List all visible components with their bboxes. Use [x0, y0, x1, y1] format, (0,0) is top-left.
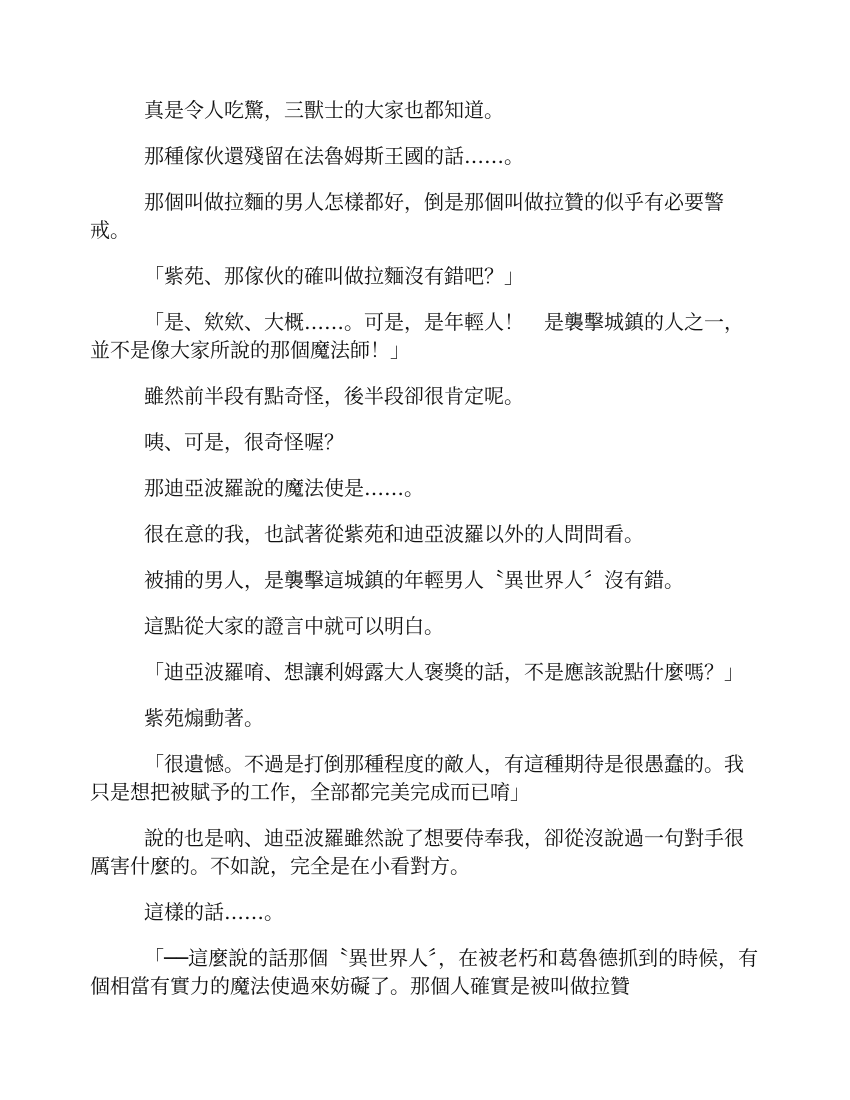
paragraph: 咦、可是，很奇怪喔？: [144, 430, 344, 454]
paragraph: 雖然前半段有點奇怪，後半段卻很肯定呢。: [144, 384, 524, 408]
paragraph: 說的也是吶、迪亞波羅雖然說了想要侍奉我，卻從沒說過一句對手很厲害什麼的。不如說，完全是在小看對方。: [90, 826, 744, 878]
paragraph: 「紫苑、那傢伙的確叫做拉麵沒有錯吧？」: [144, 264, 524, 288]
paragraph: 真是令人吃驚，三獸士的大家也都知道。: [144, 98, 504, 122]
paragraph: 「是、欸欸、大概……。可是，是年輕人！ 是襲擊城鎮的人之一，並不是像大家所說的那個魔法師！」: [90, 310, 744, 362]
paragraph: 「迪亞波羅唷、想讓利姆露大人褒獎的話，不是應該說點什麼嗎？」: [144, 660, 744, 684]
paragraph: 那種傢伙還殘留在法魯姆斯王國的話……。: [144, 144, 524, 168]
paragraph: 紫苑煽動著。: [144, 706, 264, 730]
document-body: [90, 96, 762, 1018]
paragraph: 「很遺憾。不過是打倒那種程度的敵人，有這種期待是很愚蠢的。我只是想把被賦予的工作，全部都完美完成而已唷」: [90, 752, 744, 804]
paragraph: 「──這麼說的話那個〝異世界人〞，在被老朽和葛魯德抓到的時候，有個相當有實力的魔法使過來妨礙了。那個人確實是被叫做拉贊: [90, 946, 759, 998]
paragraph: 那迪亞波羅說的魔法使是……。: [144, 476, 424, 500]
paragraph: 這樣的話……。: [144, 900, 284, 924]
paragraph: 被捕的男人，是襲擊這城鎮的年輕男人〝異世界人〞沒有錯。: [144, 568, 684, 592]
paragraph: 這點從大家的證言中就可以明白。: [144, 614, 444, 638]
paragraph: 那個叫做拉麵的男人怎樣都好，倒是那個叫做拉贊的似乎有必要警戒。: [90, 190, 724, 242]
paragraph: 很在意的我，也試著從紫苑和迪亞波羅以外的人問問看。: [144, 522, 644, 546]
